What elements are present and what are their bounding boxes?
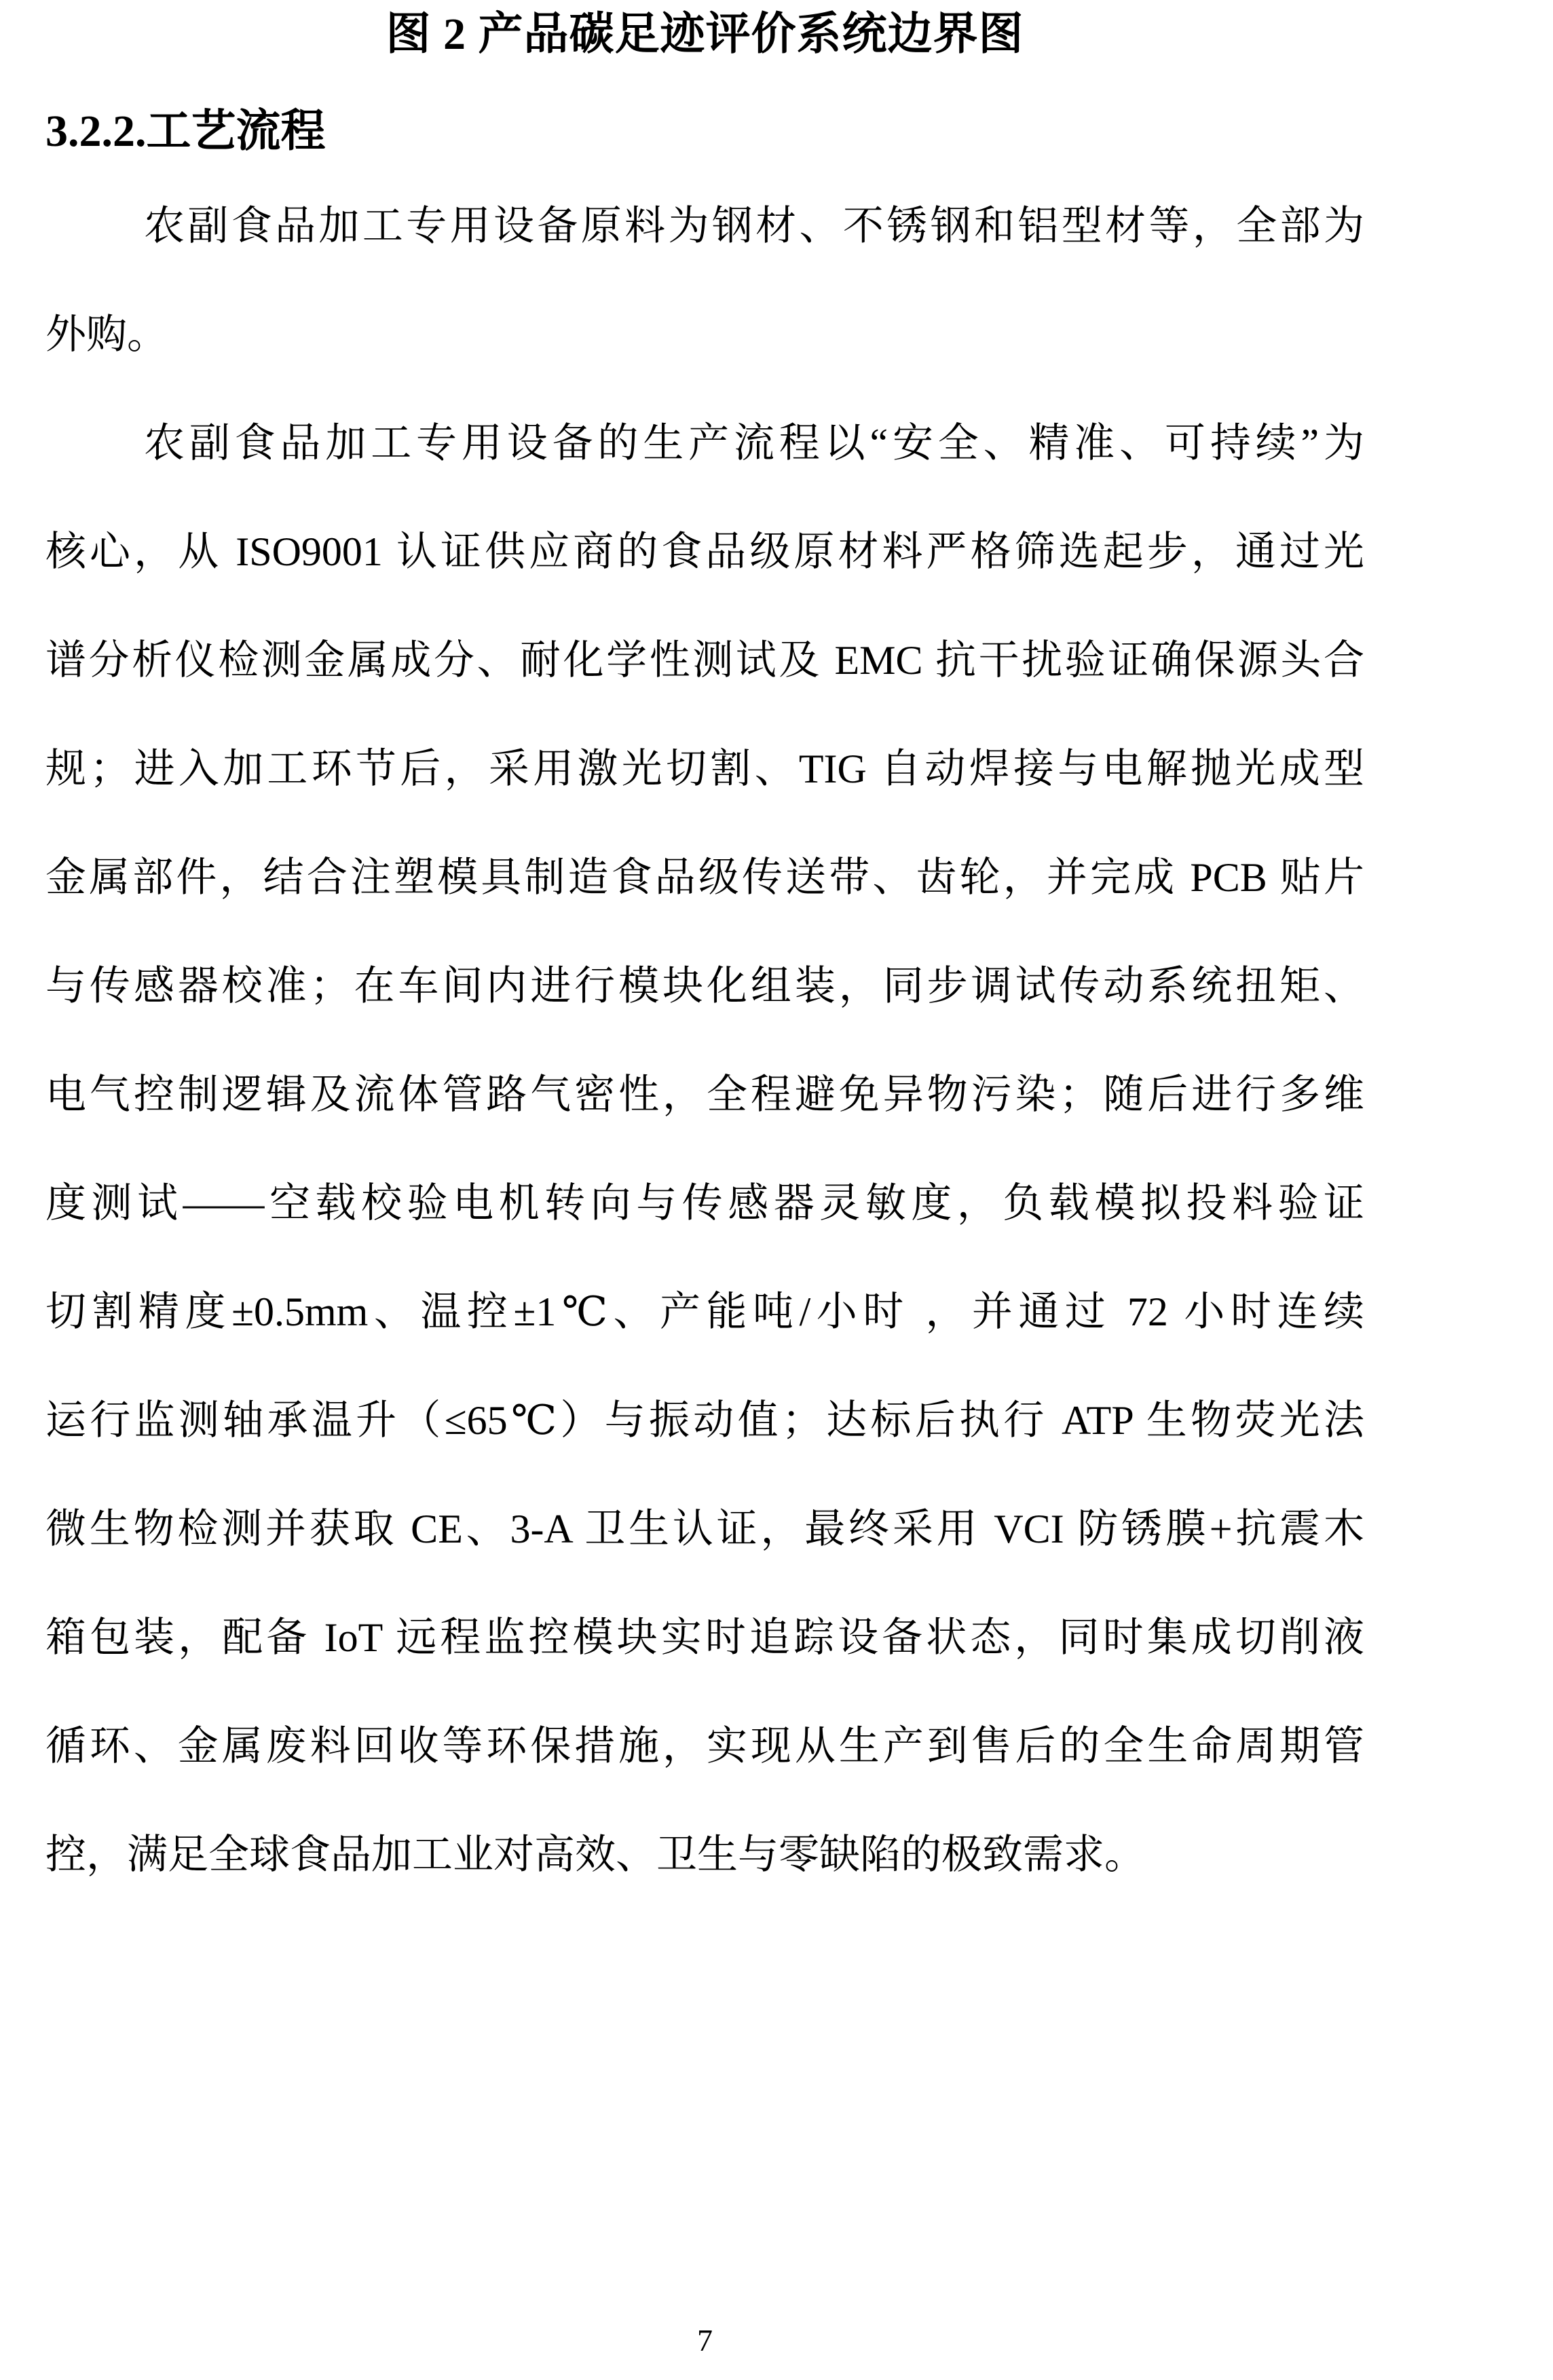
paragraph-1-line-2: 外购。 [45,312,168,357]
paragraph-1 [45,172,1364,389]
paragraph-2-line-5: 金属部件，结合注塑模具制造食品级传送带、齿轮，并完成 PCB 贴片 [45,855,1364,900]
page-number: 7 [697,2323,713,2358]
paragraph-2-line-12: 箱包装，配备 IoT 远程监控模块实时追踪设备状态，同时集成切削液 [45,1615,1364,1660]
paragraph-2-line-2: 核心，从 ISO9001 认证供应商的食品级原材料严格筛选起步，通过光 [45,529,1364,574]
paragraph-2-line-13: 循环、金属废料回收等环保措施，实现从生产到售后的全生命周期管 [45,1724,1364,1769]
paragraph-2-line-8: 度测试——空载校验电机转向与传感器灵敏度，负载模拟投料验证 [45,1181,1364,1226]
paragraph-2-line-9: 切割精度±0.5mm、温控±1℃、产能吨/小时 ，并通过 72 小时连续 [45,1289,1364,1334]
paragraph-2-line-1: 农副食品加工专用设备的生产流程以“安全、精准、可持续”为 [144,421,1364,466]
figure-caption: 图 2 产品碳足迹评价系统边界图 [386,10,1024,59]
paragraph-2-line-4: 规；进入加工环节后，采用激光切割、TIG 自动焊接与电解抛光成型 [45,747,1364,791]
paragraph-2-line-10: 运行监测轴承温升（≤65℃）与振动值；达标后执行 ATP 生物荧光法 [45,1398,1364,1443]
page-content [45,0,1364,1909]
paragraph-2-line-6: 与传感器校准；在车间内进行模块化组装，同步调试传动系统扭矩、 [45,964,1364,1008]
paragraph-2-line-7: 电气控制逻辑及流体管路气密性，全程避免异物污染；随后进行多维 [45,1072,1364,1117]
paragraph-2 [45,389,1364,1909]
paragraph-1-line-1: 农副食品加工专用设备原料为钢材、不锈钢和铝型材等，全部为 [144,204,1364,248]
paragraph-2-line-3: 谱分析仪检测金属成分、耐化学性测试及 EMC 抗干扰验证确保源头合 [45,638,1364,683]
paragraph-2-line-14: 控，满足全球食品加工业对高效、卫生与零缺陷的极致需求。 [45,1832,1145,1877]
section-heading: 3.2.2.工艺流程 [45,107,326,156]
paragraph-2-line-11: 微生物检测并获取 CE、3-A 卫生认证，最终采用 VCI 防锈膜+抗震木 [45,1507,1364,1551]
